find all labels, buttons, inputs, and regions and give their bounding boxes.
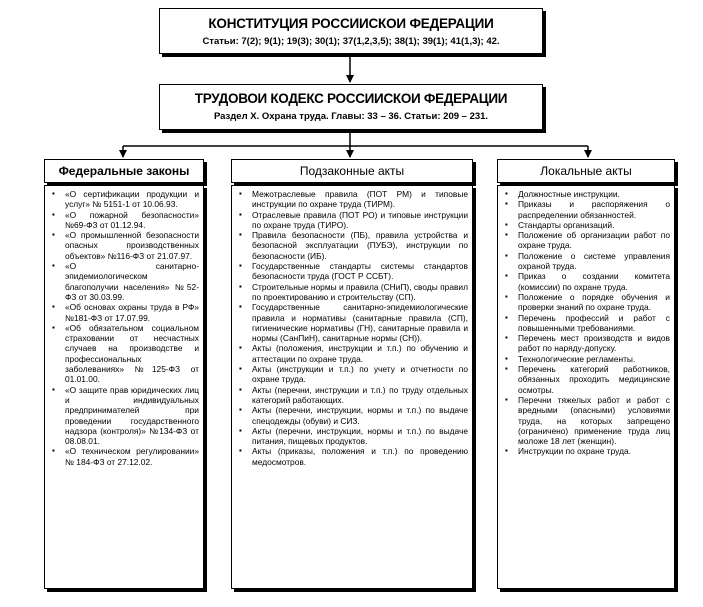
list-item: ▪ Правила безопасности (ПБ), правила устройства и безопасной эксплуатации (ПУБЭ), инструкции по безопасности (ИБ). — [237, 230, 468, 261]
list-item: ▪ Акты (положения, инструкции и т.п.) по обучению и аттестации по охране труда. — [237, 343, 468, 364]
list-item: ▪ Межотраслевые правила (ПОТ РМ) и типовые инструкции по охране труда (ТИРМ). — [237, 189, 468, 210]
list-item: ▪ Приказ о создании комитета (комиссии) по охране труда. — [503, 271, 670, 292]
list-item: ▪ Акты (перечни, инструкции, нормы и т.п.) по выдаче питания, пищевых продуктов. — [237, 426, 468, 447]
local-acts-list — [497, 185, 675, 589]
local-acts-header: Локальные акты — [497, 159, 675, 183]
federal-laws-header: Федеральные законы — [44, 159, 204, 183]
list-item: ▪ «О техническом регулировании» № 184-ФЗ от 27.12.02. — [50, 446, 199, 467]
constitution-articles: Статьи: 7(2); 9(1); 19(3); 30(1); 37(1,2,3,5); 38(1); 39(1); 41(1,3); 42. — [202, 36, 500, 47]
list-item: ▪ Положение о системе управления охраной труда. — [503, 251, 670, 272]
list-item: ▪ Государственные санитарно-эпидемиологические правила и нормативы (санитарные правила (СП), гигиенические нормативы (ГН), санитарные правила и нормы (СанПиН), санитарные нормы (СН)). — [237, 302, 468, 343]
labor-code-box — [159, 84, 543, 130]
list-item: ▪ Акты (перечни, инструкции и т.п.) по труду отдельных категорий работающих. — [237, 385, 468, 406]
bylaws-header: Подзаконные акты — [231, 159, 473, 183]
list-item: ▪ Отраслевые правила (ПОТ РО) и типовые инструкции по охране труда (ТИРО). — [237, 210, 468, 231]
list-item: ▪ «О пожарной безопасности» №69-ФЗ от 01.12.94. — [50, 210, 199, 231]
list-item: ▪ Инструкции по охране труда. — [503, 446, 670, 456]
list-item: ▪ Положение об организации работ по охране труда. — [503, 230, 670, 251]
constitution-title: КОНСТИТУЦИЯ РОССИИСКОИ ФЕДЕРАЦИИ — [208, 16, 494, 31]
list-item: ▪ Должностные инструкции. — [503, 189, 670, 199]
list-item: ▪ Технологические регламенты. — [503, 354, 670, 364]
list-item: ▪ Перечень мест производств и видов работ по наряду-допуску. — [503, 333, 670, 354]
federal-laws-list — [44, 185, 204, 589]
list-item: ▪ Государственные стандарты системы стандартов безопасности труда (ГОСТ Р ССБТ). — [237, 261, 468, 282]
list-item: ▪ «Об обязательном социальном страховании от несчастных случаев на производстве и профессиональных заболеваниях» №125-ФЗ от 01.01.00. — [50, 323, 199, 385]
list-item: ▪ «О сертификации продукции и услуг» № 5151-1 от 10.06.93. — [50, 189, 199, 210]
list-item: ▪ Стандарты организаций. — [503, 220, 670, 230]
bylaws-list — [231, 185, 473, 589]
constitution-box — [159, 8, 543, 54]
list-item: ▪ «О защите прав юридических лиц и индивидуальных предпринимателей при проведении государственного надзора (контроля)» №134-ФЗ от 08.08.01. — [50, 385, 199, 447]
list-item: ▪ «О промышленной безопасности опасных производственных объектов» №116-ФЗ от 21.07.97. — [50, 230, 199, 261]
list-item: ▪ Акты (перечни, инструкции, нормы и т.п.) по выдаче спецодежды (обуви) и СИЗ. — [237, 405, 468, 426]
list-item: ▪ Приказы и распоряжения о распределении обязанностей. — [503, 199, 670, 220]
list-item: ▪ Перечни тяжелых работ и работ с вредными (опасными) условиями труда, на которых запрещено (ограничено) применение труда лиц моложе 18 лет (женщин). — [503, 395, 670, 446]
list-item: ▪ Перечень категорий работников, обязанных проходить медицинские осмотры. — [503, 364, 670, 395]
list-item: ▪ Строительные нормы и правила (СНиП), своды правил по проектированию и строительству (СП). — [237, 282, 468, 303]
list-item: ▪ Акты (инструкции и т.п.) по учету и отчетности по охране труда. — [237, 364, 468, 385]
list-item: ▪ Перечень профессий и работ с повышенными требованиями. — [503, 313, 670, 334]
list-item: ▪ Акты (приказы, положения и т.п.) по проведению медосмотров. — [237, 446, 468, 467]
list-item: ▪ Положение о порядке обучения и проверки знаний по охране труда. — [503, 292, 670, 313]
list-item: ▪ «О санитарно-эпидемиологическом благополучии населения» №52-ФЗ от 30.03.99. — [50, 261, 199, 302]
list-item: ▪ «Об основах охраны труда в РФ» №181-ФЗ от 17.07.99. — [50, 302, 199, 323]
labor-code-subtitle: Раздел Х. Охрана труда. Главы: 33 – 36. Статьи: 209 – 231. — [213, 111, 489, 122]
labor-code-title: ТРУДОВОИ КОДЕКС РОССИИСКОИ ФЕДЕРАЦИИ — [194, 91, 508, 106]
